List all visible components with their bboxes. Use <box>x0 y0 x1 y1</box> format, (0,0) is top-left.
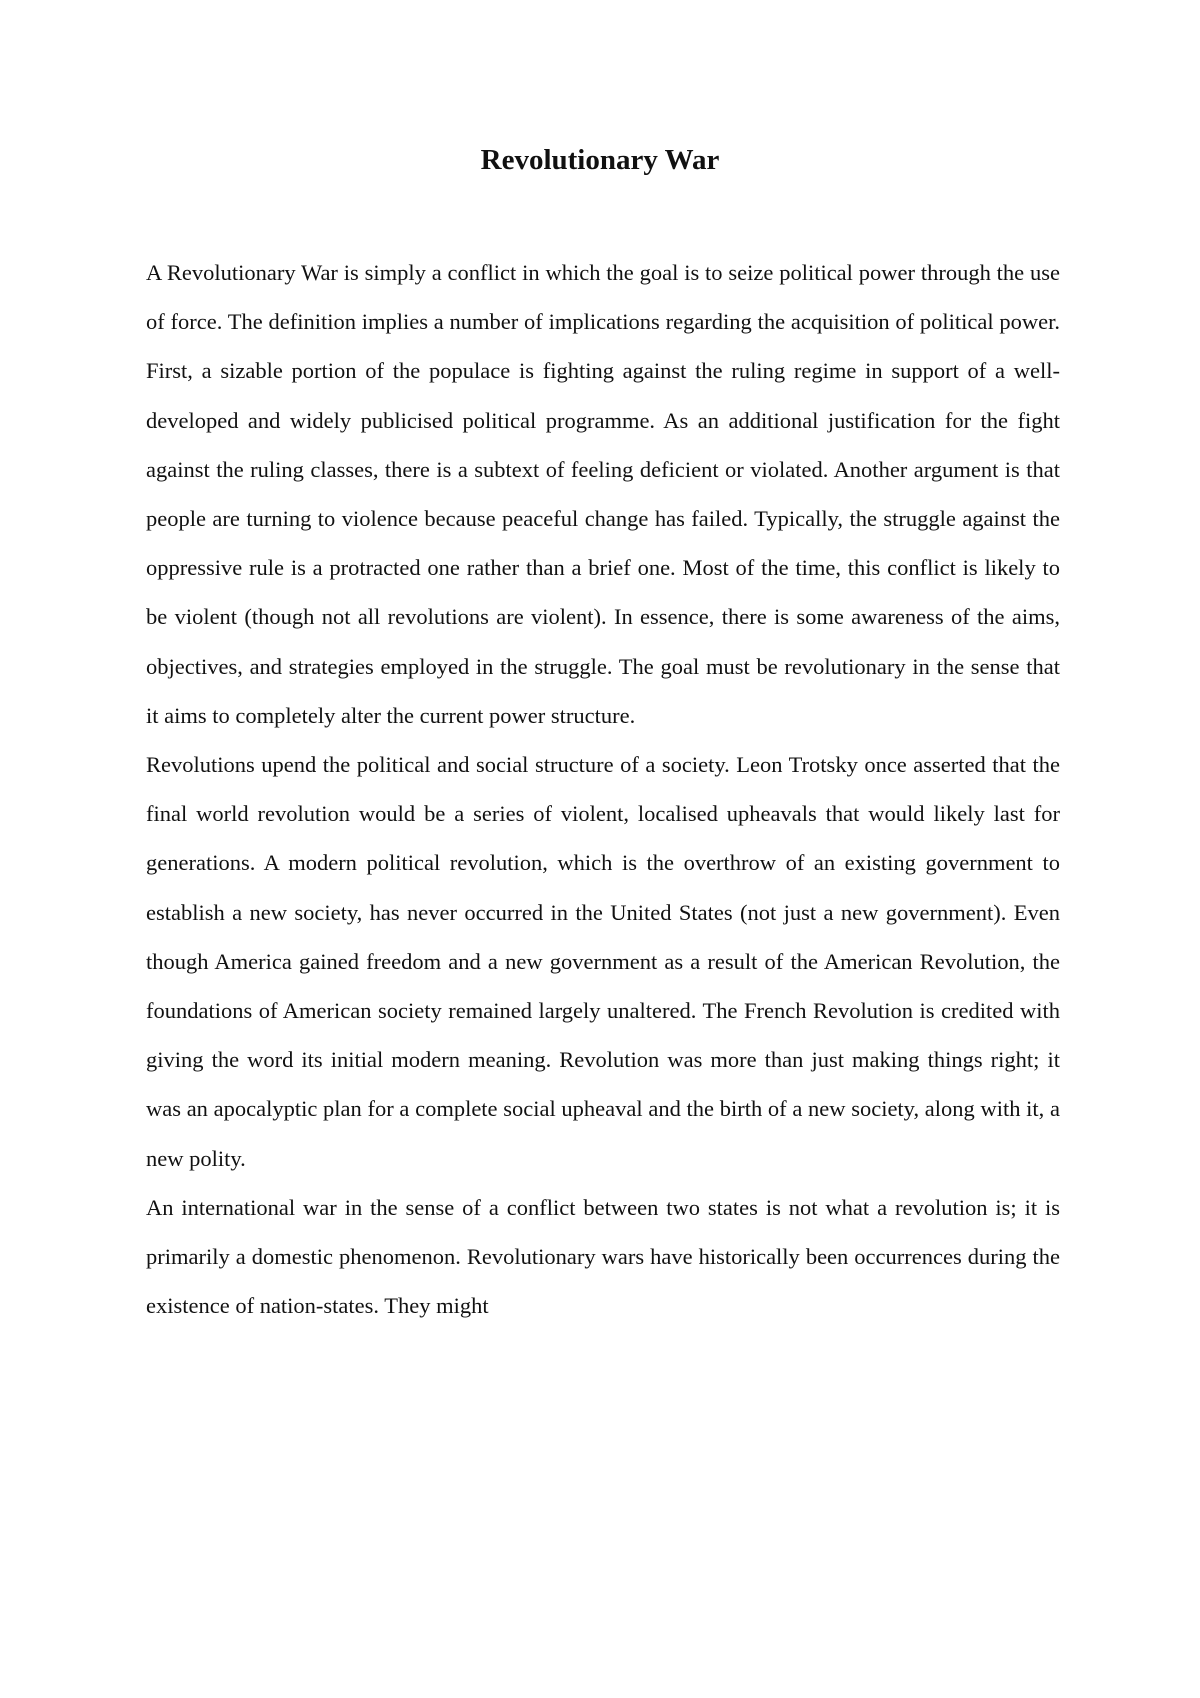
paragraph-3: An international war in the sense of a conflict between two states is not what a revolution is; it is primarily a domestic phenomenon. Revolutionary wars have historically been occurrences during the existence of nation-states. They might <box>146 1194 1060 1319</box>
document-title: Revolutionary War <box>480 144 720 176</box>
paragraph-2: Revolutions upend the political and social structure of a society. Leon Trotsky once asserted that the final world revolution would be a series of violent, localised upheavals that would likely last for generations. A modern political revolution, which is the overthrow of an existing government to establish a new society, has never occurred in the United States (not just a new government). Even though America gained freedom and a new government as a result of the American Revolution, the foundations of American society remained largely unaltered. The French Revolution is credited with giving the word its initial modern meaning. Revolution was more than just making things right; it was an apocalyptic plan for a complete social upheaval and the birth of a new society, along with it, a new polity. <box>146 752 1060 1171</box>
document-body <box>146 248 1060 1330</box>
paragraph-1: A Revolutionary War is simply a conflict in which the goal is to seize political power through the use of force. The definition implies a number of implications regarding the acquisition of political power. First, a sizable portion of the populace is fighting against the ruling regime in support of a well-developed and widely publicised political programme. As an additional justification for the fight against the ruling classes, there is a subtext of feeling deficient or violated. Another argument is that people are turning to violence because peaceful change has failed. Typically, the struggle against the oppressive rule is a protracted one rather than a brief one. Most of the time, this conflict is likely to be violent (though not all revolutions are violent). In essence, there is some awareness of the aims, objectives, and strategies employed in the struggle. The goal must be revolutionary in the sense that it aims to completely alter the current power structure. <box>146 260 1060 728</box>
